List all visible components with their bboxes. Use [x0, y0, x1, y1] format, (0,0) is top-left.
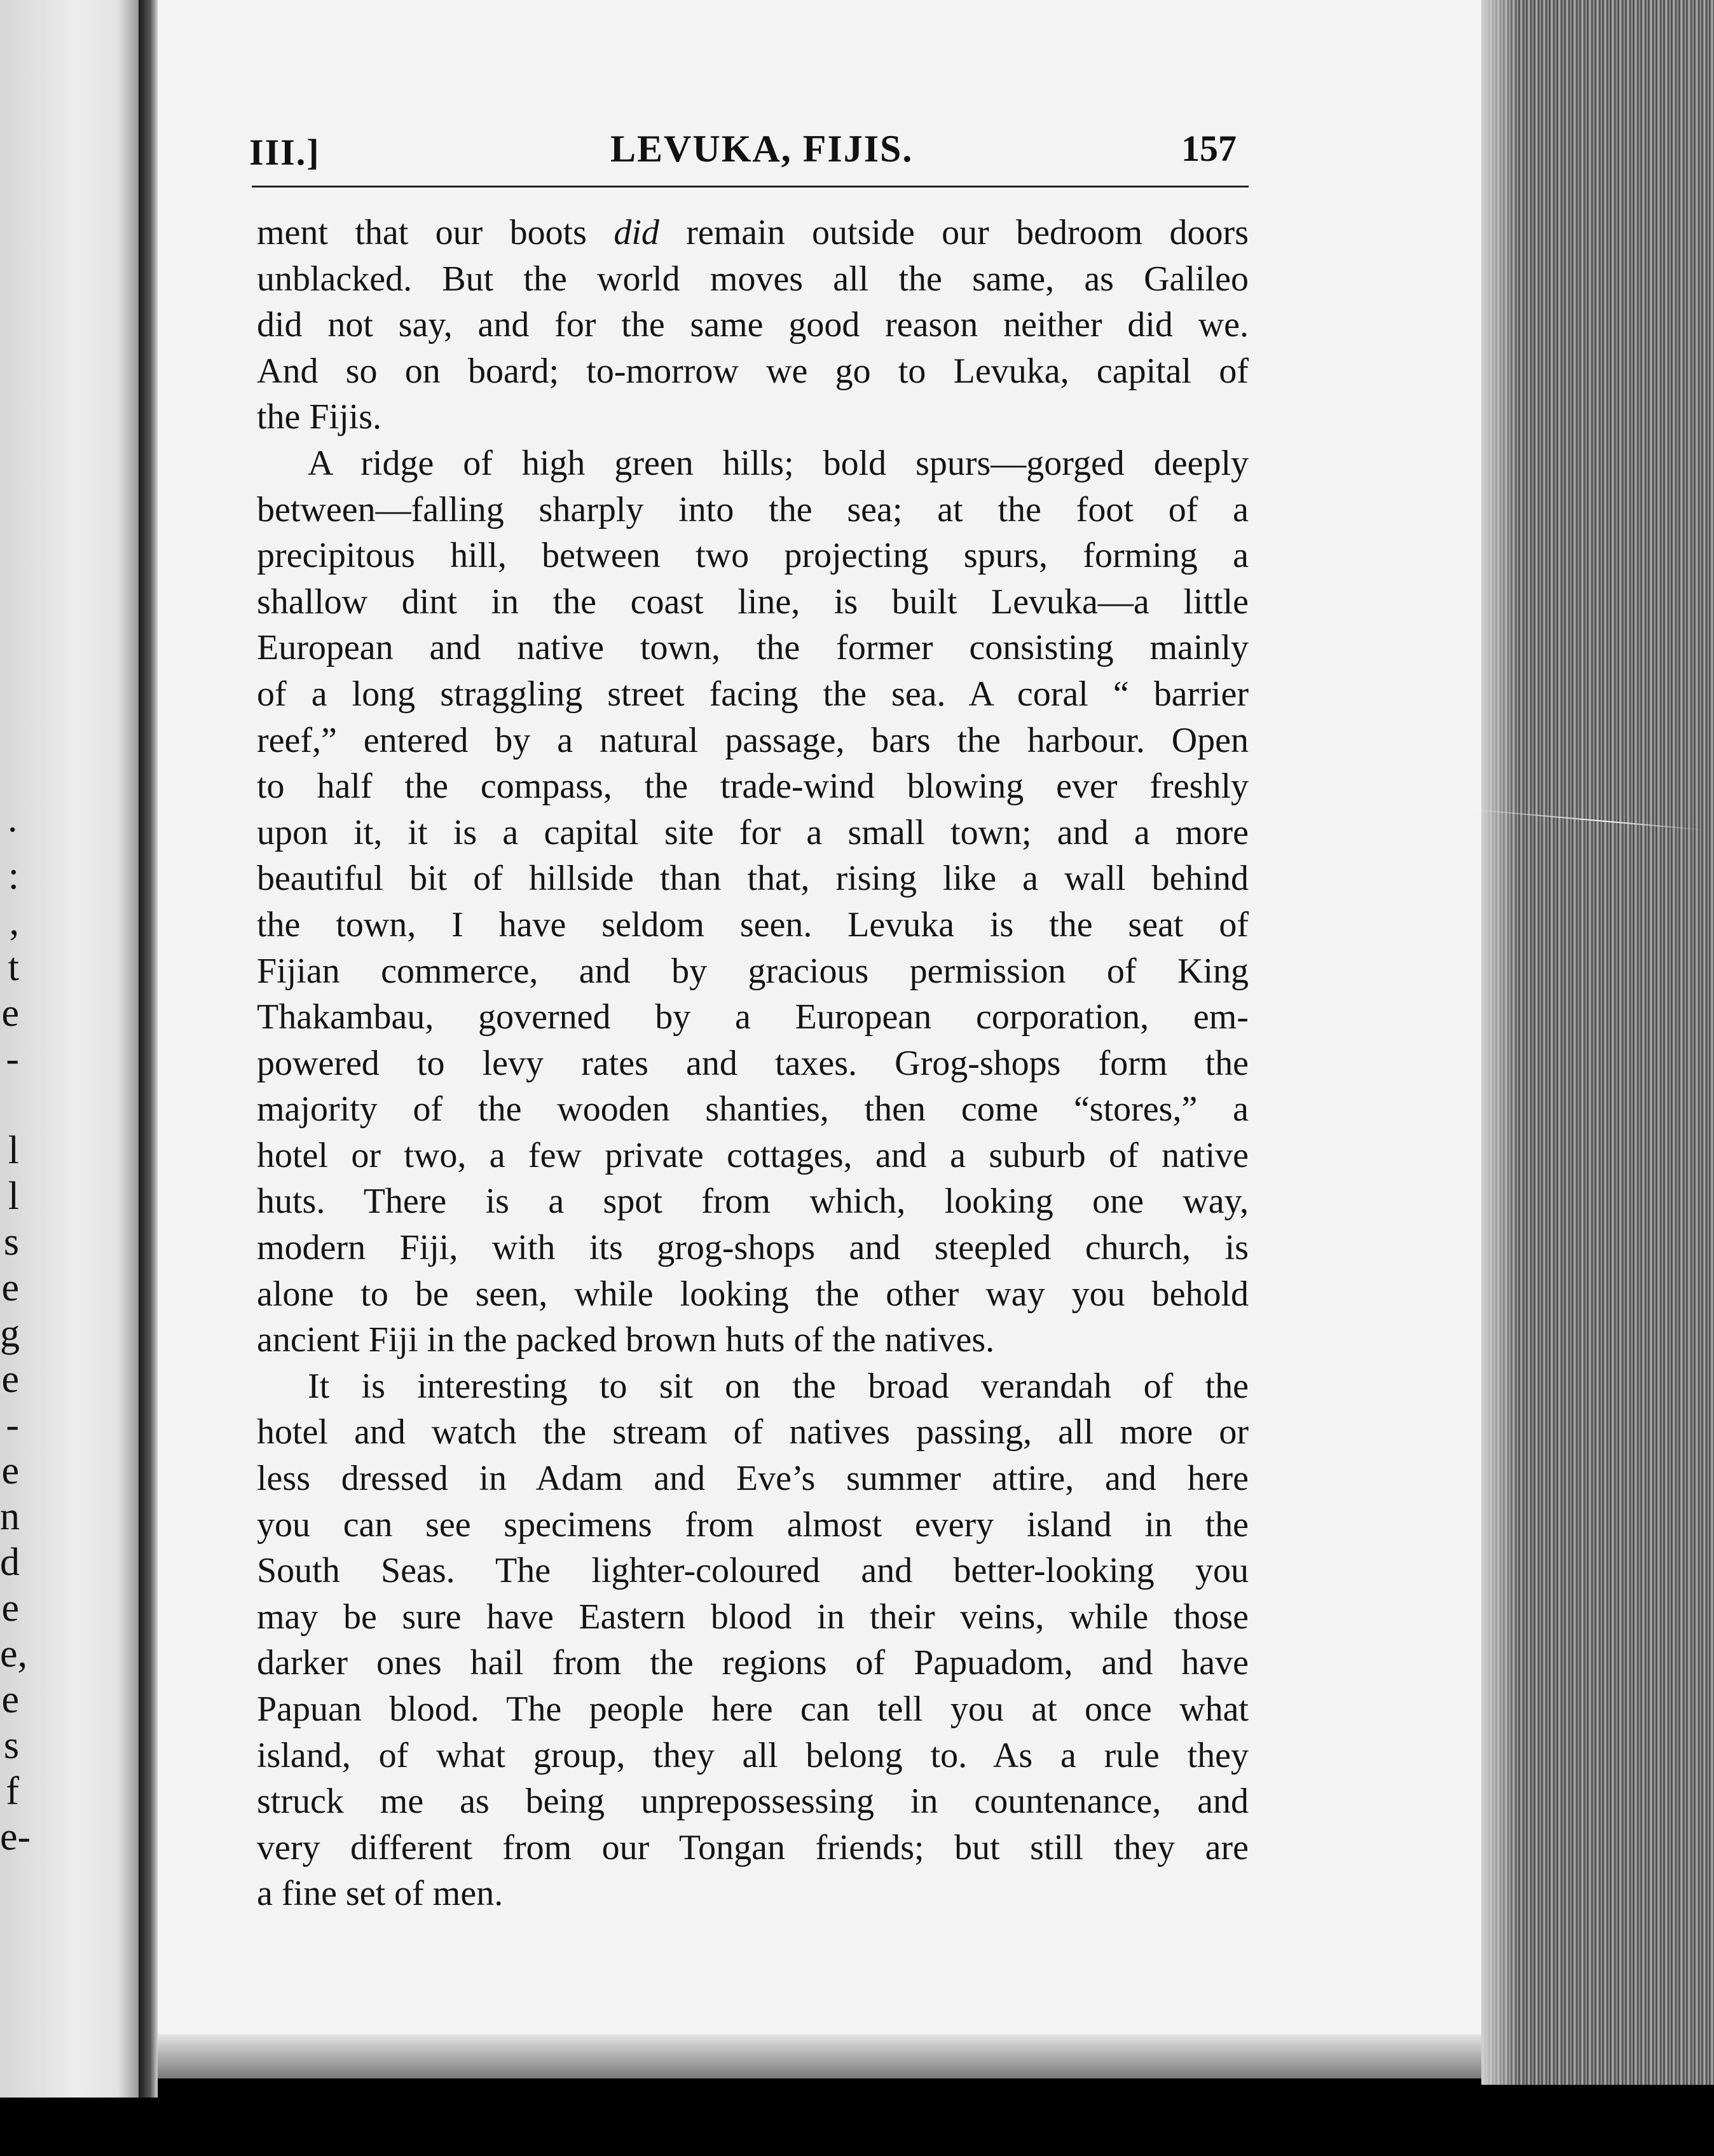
edge-character	[0, 1082, 19, 1128]
text-line: Fijian commerce, and by gracious permission of King	[257, 951, 1249, 991]
text-line: darker ones hail from the regions of Papuadom, and have	[257, 1643, 1249, 1683]
edge-character: n	[0, 1495, 20, 1538]
text-segment: ment that our boots	[257, 213, 614, 252]
edge-character: e	[1, 1678, 19, 1721]
edge-character: s	[3, 1220, 19, 1264]
text-line: And so on board; to-morrow we go to Levuka, capital of	[257, 351, 1249, 391]
book-gutter	[139, 0, 158, 2098]
paragraph	[257, 1363, 1249, 1917]
edge-character: -	[6, 1403, 19, 1447]
emphasized-word: did	[614, 213, 659, 252]
running-head-chapter: III.]	[249, 132, 320, 173]
edge-character: e,	[0, 1632, 28, 1675]
text-line: unblacked. But the world moves all the same, as Galileo	[257, 259, 1249, 299]
edge-character: ·	[6, 808, 19, 852]
text-line: majority of the wooden shanties, then come “stores,” a	[257, 1089, 1249, 1129]
page-bottom-shadow	[158, 2034, 1494, 2078]
edge-character: s	[3, 1724, 19, 1767]
page-edge-fade	[1481, 0, 1519, 2085]
text-line: to half the compass, the trade-wind blowing ever freshly	[257, 767, 1249, 807]
text-line: South Seas. The lighter-coloured and better-looking you	[257, 1551, 1249, 1591]
text-line: hotel or two, a few private cottages, and a suburb of native	[257, 1135, 1249, 1175]
text-line: very different from our Tongan friends; but still they are	[257, 1827, 1249, 1867]
paragraph	[257, 440, 1249, 1363]
text-line: the town, I have seldom seen. Levuka is the seat of	[257, 904, 1249, 945]
text-line: ancient Fiji in the packed brown huts of the natives.	[257, 1320, 995, 1360]
text-line: hotel and watch the stream of natives passing, all more or	[257, 1412, 1249, 1452]
edge-character: ,	[9, 900, 19, 943]
text-line: beautiful bit of hillside than that, rising like a wall behind	[257, 859, 1249, 899]
edge-character: :	[8, 854, 19, 897]
header-rule	[252, 186, 1249, 188]
text-line: did not say, and for the same good reason neither did we.	[257, 305, 1249, 345]
text-line	[257, 210, 1249, 256]
edge-character: e	[1, 992, 19, 1035]
edge-character: -	[6, 1037, 19, 1081]
edge-character: e-	[0, 1815, 31, 1859]
text-line: Papuan blood. The people here can tell you at once what	[257, 1689, 1249, 1729]
edge-character: e	[1, 1586, 19, 1630]
edge-character: e	[1, 1449, 19, 1492]
text-line: huts. There is a spot from which, looking one way,	[257, 1182, 1249, 1222]
text-line: modern Fiji, with its grog-shops and steepled church, is	[257, 1228, 1249, 1268]
edge-character: d	[0, 1541, 20, 1584]
text-line: reef,” entered by a natural passage, bars the harbour. Open	[257, 720, 1249, 760]
previous-page-fragment	[0, 0, 139, 2098]
text-line: It is interesting to sit on the broad verandah of the	[308, 1366, 1249, 1406]
page-number: 157	[1181, 128, 1237, 169]
edge-character: g	[0, 1312, 20, 1355]
text-line: struck me as being unprepossessing in countenance, and	[257, 1782, 1249, 1822]
edge-character: l	[8, 1175, 19, 1218]
text-line: powered to levy rates and taxes. Grog-shops form the	[257, 1043, 1249, 1083]
text-line: upon it, it is a capital site for a small town; and a more	[257, 812, 1249, 852]
paragraph	[257, 210, 1249, 440]
text-line: between—falling sharply into the sea; at the foot of a	[257, 489, 1249, 529]
text-line: island, of what group, they all belong to. As a rule they	[257, 1735, 1249, 1775]
edge-character: f	[6, 1770, 19, 1813]
text-line: shallow dint in the coast line, is built Levuka—a little	[257, 582, 1249, 622]
running-head-title: LEVUKA, FIJIS.	[610, 128, 914, 170]
body-text	[257, 210, 1249, 1917]
text-line: precipitous hill, between two projecting spurs, forming a	[257, 536, 1249, 576]
text-segment: remain outside our bedroom doors	[659, 213, 1249, 252]
previous-page-edge-text	[0, 807, 31, 1860]
text-line: Thakambau, governed by a European corporation, em-	[257, 997, 1249, 1037]
text-line: less dressed in Adam and Eve’s summer attire, and here	[257, 1459, 1249, 1499]
text-line: alone to be seen, while looking the other way you behold	[257, 1274, 1249, 1314]
text-line: European and native town, the former consisting mainly	[257, 628, 1249, 668]
text-line: may be sure have Eastern blood in their veins, while those	[257, 1597, 1249, 1637]
text-line: the Fijis.	[257, 397, 382, 437]
text-line: a fine set of men.	[257, 1874, 504, 1914]
edge-character: e	[1, 1266, 19, 1309]
edge-character: t	[8, 946, 19, 989]
edge-character: e	[1, 1358, 19, 1401]
edge-character: l	[8, 1129, 19, 1172]
text-line: A ridge of high green hills; bold spurs—gorged deeply	[308, 443, 1249, 483]
text-line: you can see specimens from almost every island in the	[257, 1504, 1249, 1545]
text-line: of a long straggling street facing the sea. A coral “ barrier	[257, 674, 1249, 714]
